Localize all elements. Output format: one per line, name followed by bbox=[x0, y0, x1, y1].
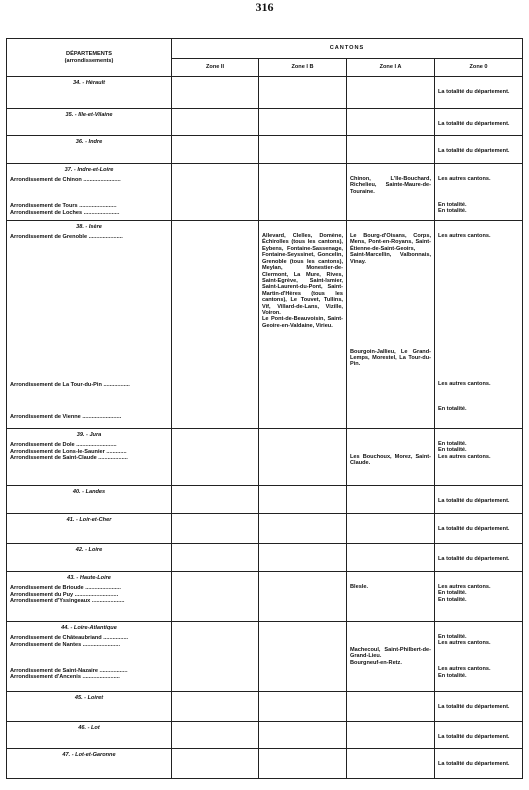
department-row bbox=[7, 429, 523, 486]
departments-header bbox=[7, 39, 172, 77]
zone-ii-cell bbox=[172, 514, 259, 544]
department-row bbox=[7, 109, 523, 136]
zone-0-cell: La totalité du département. bbox=[435, 749, 523, 779]
zone-ia-cell bbox=[347, 544, 435, 572]
zone-ib-cell bbox=[259, 544, 347, 572]
zone-ia-cell: Les Bouchoux, Morez, Saint-Claude. bbox=[347, 429, 435, 486]
zone-ii-cell bbox=[172, 221, 259, 429]
department-name: 37. - Indre-et-Loire bbox=[64, 167, 114, 173]
zone-ib-cell bbox=[259, 572, 347, 622]
zone-0-cell: La totalité du département. bbox=[435, 544, 523, 572]
zone-ia-cell: Chinon, L'Ile-Bouchard, Richelieu, Sainte-Maure-de-Touraine. bbox=[347, 164, 435, 221]
zone-ia-cell: Machecoul, Saint-Philbert-de-Grand-Lieu. Bourgneuf-en-Retz. bbox=[347, 622, 435, 692]
zone-ib-cell: Allevard, Clelles, Domène, Échirolles (tous les cantons), Eybens, Fontaine-Sassenage, Fontaine-Seyssinet, Goncelin, Grenoble (tous les cantons), Meylan, Monestier-de-Clermont, La Mure, Rives, Saint-Egrève, Saint-Ismier, Saint-Laurent-du-Pont, Saint-Martin-d'Hères (tous les cantons), Le Touvet, Tullins, Vif, Villard-de-Lans, Vizille, Voiron. Le Pont-de-Beauvoisin, Saint-Geoire-en-Valdaine, Virieu. bbox=[259, 221, 347, 429]
zone-ib-cell bbox=[259, 514, 347, 544]
zone-ii-cell bbox=[172, 164, 259, 221]
arrondissement-label: Arrondissement de Loches ....................... bbox=[10, 209, 120, 216]
department-cell bbox=[7, 136, 172, 164]
zone-ib-cell bbox=[259, 622, 347, 692]
department-row bbox=[7, 164, 523, 221]
zone-ia-cell bbox=[347, 136, 435, 164]
department-name: 39. - Jura bbox=[76, 432, 102, 438]
zone-ib-cell bbox=[259, 136, 347, 164]
seismic-zone-table bbox=[6, 38, 523, 779]
department-row bbox=[7, 486, 523, 514]
department-cell bbox=[7, 109, 172, 136]
arrondissement-label: Arrondissement de La Tour-du-Pin ................. bbox=[10, 382, 130, 389]
arrondissement-label: Arrondissement d'Yssingeaux ..................... bbox=[10, 598, 125, 605]
department-name: 34. - Hérault bbox=[72, 80, 106, 86]
arrondissement-label: Arrondissement de Chinon ........................ bbox=[10, 177, 121, 184]
department-name: 38. - Isère bbox=[76, 224, 102, 230]
zone-ii-cell bbox=[172, 692, 259, 722]
zone-ib-cell bbox=[259, 749, 347, 779]
department-row bbox=[7, 514, 523, 544]
zone-ii-cell bbox=[172, 544, 259, 572]
zone-ia-cell bbox=[347, 722, 435, 749]
arrondissement-label: Arrondissement de Vienne ......................... bbox=[10, 414, 122, 421]
zone-ii-cell bbox=[172, 749, 259, 779]
zone-ii-cell bbox=[172, 486, 259, 514]
arrondissement-label: Arrondissement de Nantes ........................ bbox=[10, 641, 121, 648]
zone-0-cell: La totalité du département. bbox=[435, 692, 523, 722]
arrondissement-label: Arrondissement de Tours ........................ bbox=[10, 203, 117, 210]
zone-0-cell: Les autres cantons. Les autres cantons. En totalité. bbox=[435, 221, 523, 429]
departments-subtitle: (arrondissements) bbox=[64, 57, 114, 64]
zone-0-cell: La totalité du département. bbox=[435, 109, 523, 136]
page-number: 316 bbox=[255, 0, 274, 14]
department-name: 45. - Loiret bbox=[74, 695, 104, 701]
zone-0-cell: En totalité. En totalité. Les autres cantons. bbox=[435, 429, 523, 486]
department-cell bbox=[7, 429, 172, 486]
department-row bbox=[7, 622, 523, 692]
arrondissement-label: Arrondissement de Saint-Nazaire .................. bbox=[10, 667, 128, 674]
zone-0-cell: La totalité du département. bbox=[435, 77, 523, 109]
zone-ii-cell bbox=[172, 429, 259, 486]
zone-0-cell: La totalité du département. bbox=[435, 514, 523, 544]
zone-ia-cell bbox=[347, 692, 435, 722]
zone-ia-cell bbox=[347, 77, 435, 109]
zone-ib-cell bbox=[259, 722, 347, 749]
zone-ib-cell bbox=[259, 429, 347, 486]
zone-0-cell: La totalité du département. bbox=[435, 136, 523, 164]
departments-title: DÉPARTEMENTS bbox=[66, 51, 112, 58]
department-name: 43. - Haute-Loire bbox=[67, 575, 111, 581]
zone-0-cell: La totalité du département. bbox=[435, 486, 523, 514]
department-row bbox=[7, 77, 523, 109]
zone-ib-cell bbox=[259, 77, 347, 109]
zone-ia-cell: Blesle. bbox=[347, 572, 435, 622]
department-cell bbox=[7, 622, 172, 692]
department-row bbox=[7, 749, 523, 779]
cantons-header: CANTONS bbox=[172, 39, 523, 59]
arrondissement-label: Arrondissement du Puy ............................ bbox=[10, 591, 119, 598]
department-row bbox=[7, 136, 523, 164]
zone-ii-header: Zone II bbox=[172, 59, 259, 77]
zone-ii-cell bbox=[172, 136, 259, 164]
zone-0-cell: En totalité. Les autres cantons. Les autres cantons. En totalité. bbox=[435, 622, 523, 692]
department-name: 47. - Lot-et-Garonne bbox=[62, 752, 116, 758]
zone-0-cell: Les autres cantons. En totalité. En totalité. bbox=[435, 572, 523, 622]
department-row bbox=[7, 692, 523, 722]
zone-ii-cell bbox=[172, 109, 259, 136]
zone-ia-cell bbox=[347, 486, 435, 514]
zone-ia-cell bbox=[347, 109, 435, 136]
zone-ii-cell bbox=[172, 572, 259, 622]
zone-ii-cell bbox=[172, 722, 259, 749]
department-name: 41. - Loir-et-Cher bbox=[66, 517, 112, 523]
department-cell bbox=[7, 544, 172, 572]
zone-ii-cell bbox=[172, 622, 259, 692]
zone-ib-cell bbox=[259, 109, 347, 136]
department-name: 44. - Loire-Atlantique bbox=[61, 625, 117, 631]
department-name: 36. - Indre bbox=[75, 139, 103, 145]
arrondissement-label: Arrondissement d'Ancenis ........................ bbox=[10, 673, 120, 680]
department-row bbox=[7, 722, 523, 749]
department-cell bbox=[7, 486, 172, 514]
arrondissement-label: Arrondissement de Grenoble ...................... bbox=[10, 234, 123, 241]
department-cell bbox=[7, 77, 172, 109]
zone-ib-header: Zone I B bbox=[259, 59, 347, 77]
department-name: 35. - Ille-et-Vilaine bbox=[65, 112, 113, 118]
department-cell bbox=[7, 572, 172, 622]
zone-0-cell: Les autres cantons. En totalité. En totalité. bbox=[435, 164, 523, 221]
department-name: 42. - Loire bbox=[75, 547, 103, 553]
department-name: 40. - Landes bbox=[72, 489, 106, 495]
zone-0-header: Zone 0 bbox=[435, 59, 523, 77]
department-cell bbox=[7, 749, 172, 779]
zone-ib-cell bbox=[259, 164, 347, 221]
department-row bbox=[7, 544, 523, 572]
zone-ia-cell: Le Bourg-d'Oisans, Corps, Mens, Pont-en-Royans, Saint-Étienne-de-Saint-Geoirs, Saint-Marcellin, Valbonnais, Vinay. Bourgoin-Jallieu, Le Grand-Lemps, Morestel, La Tour-du-Pin. bbox=[347, 221, 435, 429]
department-name: 46. - Lot bbox=[78, 725, 100, 731]
department-cell bbox=[7, 722, 172, 749]
arrondissement-label: Arrondissement de Dole .......................... bbox=[10, 442, 117, 449]
arrondissement-label: Arrondissement de Lons-le-Saunier ............. bbox=[10, 448, 127, 455]
zone-ib-cell bbox=[259, 692, 347, 722]
zone-ia-cell bbox=[347, 749, 435, 779]
zone-ib-cell bbox=[259, 486, 347, 514]
department-row bbox=[7, 572, 523, 622]
department-row bbox=[7, 221, 523, 429]
department-cell bbox=[7, 692, 172, 722]
department-cell bbox=[7, 164, 172, 221]
arrondissement-label: Arrondissement de Châteaubriand ................ bbox=[10, 635, 129, 642]
arrondissement-label: Arrondissement de Brioude ....................... bbox=[10, 585, 121, 592]
department-cell bbox=[7, 221, 172, 429]
zone-ia-header: Zone I A bbox=[347, 59, 435, 77]
department-cell bbox=[7, 514, 172, 544]
zone-ia-cell bbox=[347, 514, 435, 544]
zone-0-cell: La totalité du département. bbox=[435, 722, 523, 749]
arrondissement-label: Arrondissement de Saint-Claude ................... bbox=[10, 455, 128, 462]
zone-ii-cell bbox=[172, 77, 259, 109]
